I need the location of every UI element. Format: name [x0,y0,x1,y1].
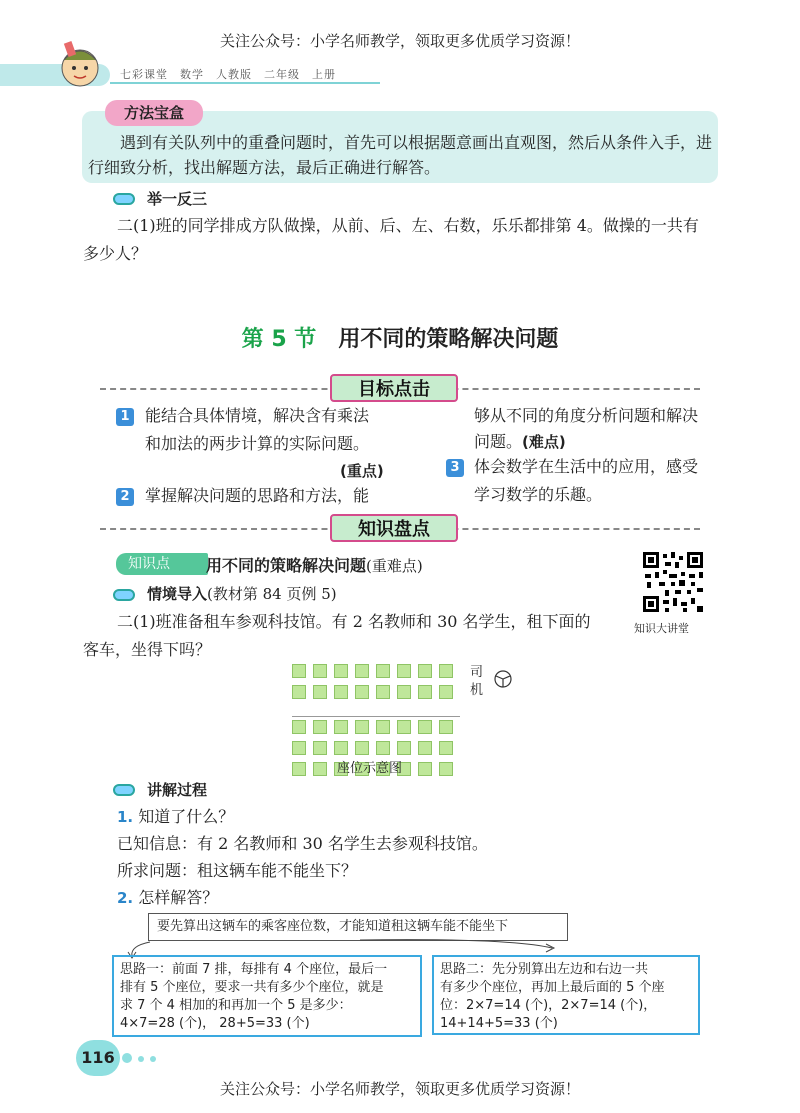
knowledge-title-suffix: (重难点) [366,557,423,575]
decor-dot [150,1056,156,1062]
step-1-text: 知道了什么？ [138,807,235,826]
knowledge-banner: 知识盘点 [330,514,458,542]
situation-line-2: 客车，坐得下吗？ [83,640,212,659]
seat [439,720,453,734]
page-number: 116 [76,1040,120,1076]
practice-label: 举一反三 [147,190,208,208]
seat [397,664,411,678]
idea-1-line: 排有 5 个座位，要求一共有多少个座位，就是 [120,980,384,995]
idea-2-line: 有多少个座位，再加上最后面的 5 个座 [440,980,665,995]
seat [439,685,453,699]
seat [334,664,348,678]
seat [418,664,432,678]
seat [313,741,327,755]
seat [355,664,369,678]
seat [355,741,369,755]
goal-number-2: 2 [116,488,134,506]
bottom-notice: 关注公众号：小学名师教学，领取更多优质学习资源！ [219,1080,580,1098]
seat [313,664,327,678]
pill-icon [113,784,135,796]
top-notice: 关注公众号：小学名师教学，领取更多优质学习资源！ [219,32,580,50]
process-label: 讲解过程 [147,781,208,799]
goal-2-cont-line-2 [474,430,566,454]
goal-3-line-1: 体会数学在生活中的应用，感受 [474,457,699,476]
idea-1-line: 4×7=28 (个)， 28+5=33 (个) [120,1016,310,1031]
step-1 [117,803,234,831]
seat [292,685,306,699]
seat [376,741,390,755]
seat [397,685,411,699]
step-1-number: 1. [117,808,134,826]
seat [439,664,453,678]
goal-number-1: 1 [116,408,134,426]
step-2-number: 2. [117,889,134,907]
seat [418,741,432,755]
situation-ref: (教材第 84 页例 5) [207,585,337,603]
seat [292,720,306,734]
seat [292,762,306,776]
idea-2-line: 位：2×7=14 (个)，2×7=14 (个)， [440,998,657,1013]
asked-question: 所求问题：租这辆车能不能坐下？ [117,861,358,880]
method-text: 遇到有关队列中的重叠问题时，首先可以根据题意画出直观图，然后从条件入手，进行细致分析，找出解题方法，最后正确进行解答。 [88,133,713,177]
seat [334,685,348,699]
goal-3-line-2: 学习数学的乐趣。 [474,485,603,504]
goal-number-3: 3 [446,459,464,477]
seat [355,685,369,699]
goal-1-tag: (重点) [340,462,384,480]
goal-1-line-2: 和加法的两步计算的实际问题。 [145,434,370,453]
seat [439,762,453,776]
seat [418,762,432,776]
seat-caption: 座位示意图 [337,761,403,776]
decor-dot [122,1053,132,1063]
goal-2-cont-line-1: 够从不同的角度分析问题和解决 [474,406,699,425]
section-number: 第 5 节 [241,327,317,352]
idea-1-line: 求 7 个 4 相加的和再加一个 5 是多少： [120,998,352,1013]
seat [313,762,327,776]
knowledge-title-text: 用不同的策略解决问题 [206,556,367,575]
seat [334,741,348,755]
situation-line-1: 二(1)班准备租车参观科技馆。有 2 名教师和 30 名学生，租下面的 [117,612,591,631]
seat [439,741,453,755]
pill-icon [113,589,135,601]
decor-dot [138,1056,144,1062]
practice-line-2: 多少人？ [83,244,148,263]
seat [313,685,327,699]
seat [334,720,348,734]
section-title [0,322,800,353]
idea-2-line: 14+14+5=33 (个) [440,1016,558,1031]
seat [355,720,369,734]
situation-heading [147,583,337,604]
book-info: 七彩课堂 数学 人教版 二年级 上册 [120,68,336,81]
seat [418,685,432,699]
seat [376,685,390,699]
step-2 [117,884,218,912]
qr-caption: 知识大讲堂 [634,622,689,635]
driver-label: 司机 [470,665,484,698]
seat [418,720,432,734]
step-2-text: 怎样解答？ [138,888,219,907]
hint-box: 要先算出这辆车的乘客座位数，才能知道租这辆车能不能坐下 [148,913,568,941]
seat [292,741,306,755]
seat [376,720,390,734]
section-name: 用不同的策略解决问题 [338,327,559,352]
goal-2-tag: (难点) [522,433,566,451]
seat [397,741,411,755]
header-line [110,82,380,84]
goal-2-line-1: 掌握解决问题的思路和方法，能 [145,486,370,505]
knowledge-tag: 知识点 [116,553,208,575]
method-tag: 方法宝盒 [105,100,203,126]
situation-label: 情境导入 [147,585,208,603]
mascot-icon [54,38,106,90]
idea-2-line: 思路二：先分别算出左边和右边一共 [440,962,649,977]
knowledge-title [206,553,423,576]
pill-icon [113,193,135,205]
aisle-line [292,716,460,717]
idea-1-box [112,955,422,1037]
goals-banner: 目标点击 [330,374,458,402]
qr-code-icon[interactable] [641,550,705,614]
practice-line-1: 二(1)班的同学排成方队做操，从前、后、左、右数，乐乐都排第 4。做操的一共有 [117,216,699,235]
seat [292,664,306,678]
steering-wheel-icon [494,670,512,688]
goal-1-line-1: 能结合具体情境，解决含有乘法 [145,406,370,425]
seat [376,664,390,678]
seat [397,720,411,734]
idea-1-line: 思路一：前面 7 排，每排有 4 个座位，最后一 [120,962,388,977]
known-info: 已知信息：有 2 名教师和 30 名学生去参观科技馆。 [117,834,488,853]
seat [313,720,327,734]
idea-2-box [432,955,700,1035]
goal-2-cont-text: 问题。 [474,432,523,451]
